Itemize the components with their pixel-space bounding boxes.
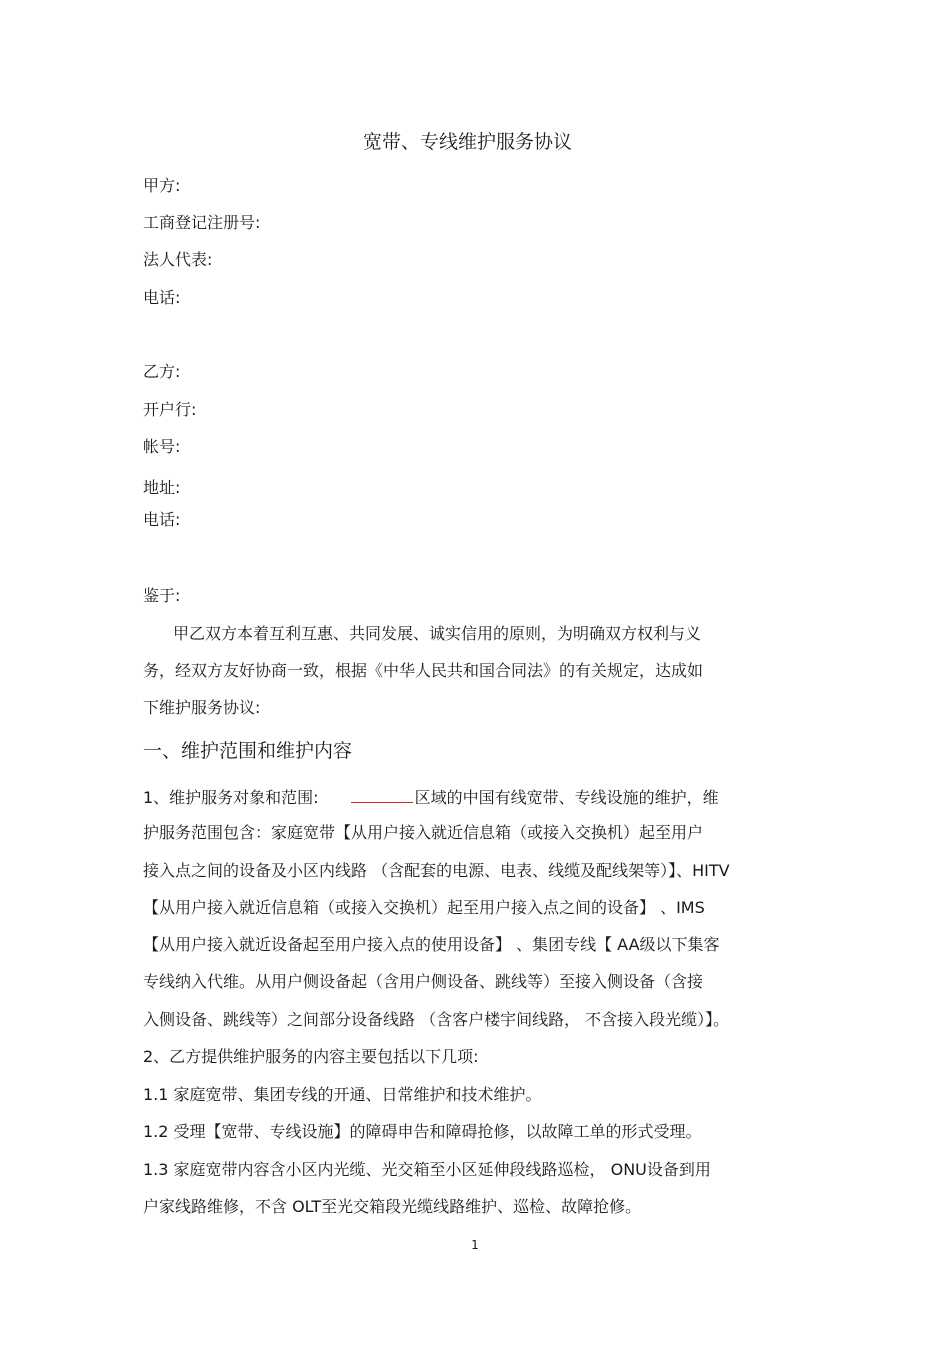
item-1-line-2: 护服务范围包含：家庭宽带【从用户接入就近信息箱（或接入交换机）起至用户 (143, 823, 704, 842)
item-1-line-7: 入侧设备、跳线等）之间部分设备线路 （含客户楼宇间线路， 不含接入段光缆）】。 (143, 1010, 730, 1029)
party-b-address-label: 地址: (143, 478, 181, 497)
item-1-first-line (143, 786, 719, 808)
party-a-name-label: 甲方: (143, 176, 181, 195)
item-1-line-3: 接入点之间的设备及小区内线路 （含配套的电源、电表、线缆及配线架等）】、HITV (143, 861, 730, 880)
region-blank-field (351, 786, 413, 803)
item-1-line-4: 【从用户接入就近信息箱（或接入交换机）起至用户接入点之间的设备】 、IMS (143, 898, 705, 917)
party-a-legal-rep-label: 法人代表: (143, 250, 213, 269)
item-1-prefix: 1、维护服务对象和范围: (143, 788, 319, 807)
item-2: 2、乙方提供维护服务的内容主要包括以下几项: (143, 1047, 479, 1066)
party-b-bank-label: 开户行: (143, 400, 197, 419)
item-1-line-5: 【从用户接入就近设备起至用户接入点的使用设备】 、集团专线【 AA级以下集客 (143, 935, 720, 954)
party-a-phone-label: 电话: (143, 288, 181, 307)
item-1-suffix: 区域的中国有线宽带、专线设施的维护，维 (414, 788, 719, 807)
party-a-registration-label: 工商登记注册号: (143, 213, 261, 232)
whereas-label: 鉴于: (143, 586, 181, 605)
party-b-phone-label: 电话: (143, 510, 181, 529)
whereas-line-3: 下维护服务协议: (143, 698, 261, 717)
item-2-2: 1.2 受理【宽带、专线设施】的障碍申告和障碍抢修，以故障工单的形式受理。 (143, 1122, 702, 1141)
party-b-account-label: 帐号: (143, 437, 181, 456)
item-1-line-6: 专线纳入代维。从用户侧设备起（含用户侧设备、跳线等）至接入侧设备（含接 (143, 972, 704, 991)
party-b-name-label: 乙方: (143, 362, 181, 381)
section-1-heading: 一、维护范围和维护内容 (143, 740, 353, 762)
page-number: 1 (471, 1238, 479, 1252)
item-2-3-line-2: 户家线路维修，不含 OLT至光交箱段光缆线路维护、巡检、故障抢修。 (143, 1197, 642, 1216)
item-2-3-line-1: 1.3 家庭宽带内容含小区内光缆、光交箱至小区延伸段线路巡检， ONU设备到用 (143, 1160, 711, 1179)
item-2-1: 1.1 家庭宽带、集团专线的开通、日常维护和技术维护。 (143, 1085, 542, 1104)
whereas-line-1: 甲乙双方本着互利互惠、共同发展、诚实信用的原则，为明确双方权利与义 (173, 624, 702, 643)
whereas-line-2: 务，经双方友好协商一致，根据《中华人民共和国合同法》的有关规定，达成如 (143, 661, 704, 680)
document-title: 宽带、专线维护服务协议 (362, 131, 572, 153)
